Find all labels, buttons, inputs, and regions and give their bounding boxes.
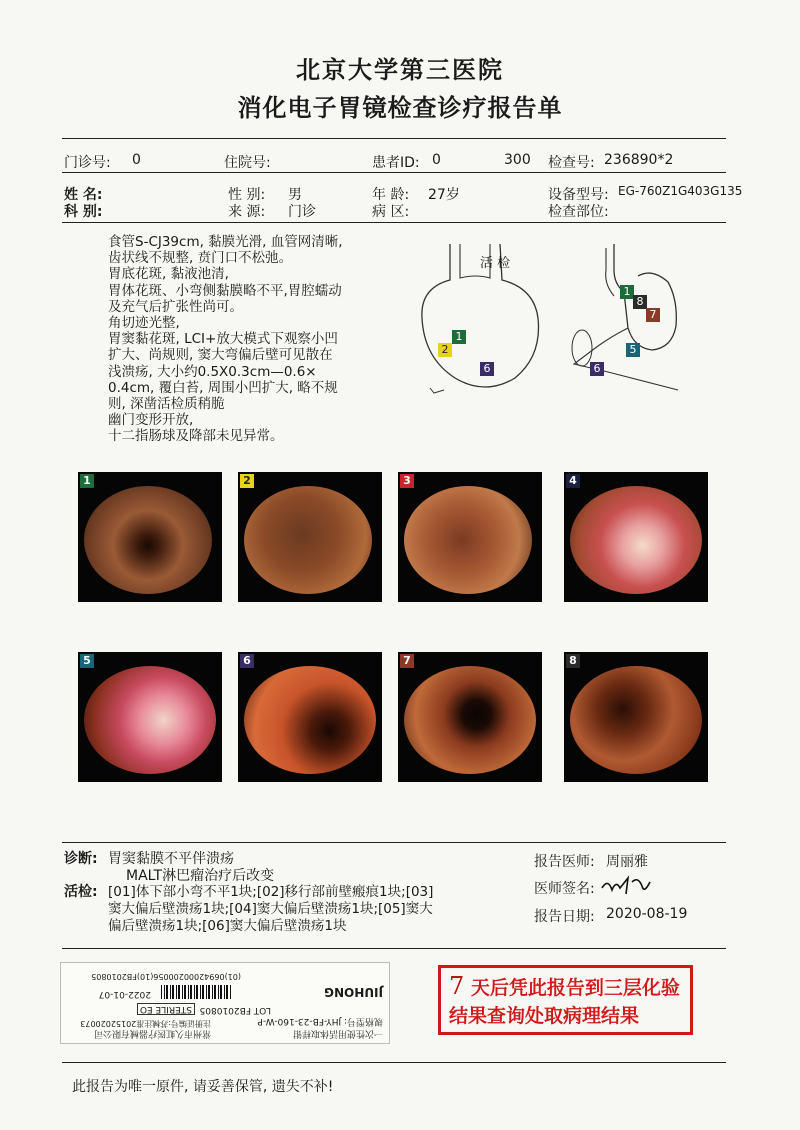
image-number-badge: 3 bbox=[400, 474, 414, 488]
diagram-mark: 8 bbox=[633, 295, 647, 309]
stomach-diagram-side bbox=[568, 240, 688, 400]
diagnosis-line1: 胃窦黏膜不平伴溃疡 bbox=[108, 851, 234, 867]
endoscopy-image bbox=[238, 652, 382, 782]
biopsy-forceps-label bbox=[60, 962, 390, 1044]
exam-no-value: 236890*2 bbox=[604, 152, 674, 168]
outpatient-value: 0 bbox=[132, 152, 141, 168]
divider bbox=[62, 1062, 726, 1063]
source-label: 来 源: bbox=[228, 204, 266, 220]
image-number-badge: 1 bbox=[80, 474, 94, 488]
device-label: 设备型号: bbox=[548, 187, 609, 203]
sticker-brand: JIUHONG bbox=[324, 985, 383, 999]
sticker-product: 一次性使用活体取样钳 bbox=[292, 1028, 383, 1038]
endoscopy-image bbox=[564, 472, 708, 602]
diagram-mark: 1 bbox=[620, 285, 634, 299]
sex-label: 性 别: bbox=[228, 187, 266, 203]
biopsy-diagram-label: 活 检 bbox=[480, 256, 511, 271]
sticker-lot-label: LOT bbox=[253, 1005, 271, 1015]
diagram-mark: 2 bbox=[438, 343, 452, 357]
hospital-name: 北京大学第三医院 bbox=[296, 56, 504, 84]
date-label: 报告日期: bbox=[534, 909, 595, 925]
doctor-label: 报告医师: bbox=[534, 854, 595, 870]
doctor-value: 周丽雅 bbox=[606, 854, 648, 870]
date-value: 2020-08-19 bbox=[606, 906, 688, 922]
divider bbox=[62, 172, 726, 173]
endoscopy-image bbox=[564, 652, 708, 782]
diagnosis-label: 诊断: bbox=[64, 851, 98, 867]
sticker-sterile: STERILE EO bbox=[137, 1003, 195, 1015]
outpatient-label: 门诊号: bbox=[64, 155, 111, 171]
sticker-maker: 常州市久虹医疗器械有限公司 bbox=[93, 1028, 211, 1038]
biopsy-label: 活检: bbox=[64, 884, 98, 900]
exam-no-label: 检查号: bbox=[548, 155, 595, 171]
image-number-badge: 4 bbox=[566, 474, 580, 488]
diagram-mark: 6 bbox=[480, 362, 494, 376]
notice-text: 天后凭此报告到三层化验结果查询处取病理结果 bbox=[449, 977, 680, 1027]
biopsy-text: [01]体下部小弯不平1块;[02]移行部前壁瘢痕1块;[03] 窦大偏后壁溃疡1块;[04]窦大偏后壁溃疡1块;[05]窦大 偏后壁溃疡1块;[06]窦大偏后壁溃疡1块 bbox=[108, 884, 434, 934]
patient-id-extra: 300 bbox=[504, 152, 531, 168]
diagnosis-line2: MALT淋巴瘤治疗后改变 bbox=[126, 868, 275, 884]
age-value: 27岁 bbox=[428, 187, 460, 203]
sticker-barcode-text: (01)06942000200056(10)FB2010805 bbox=[91, 972, 241, 981]
diagram-mark: 7 bbox=[646, 308, 660, 322]
image-number-badge: 6 bbox=[240, 654, 254, 668]
image-number-badge: 2 bbox=[240, 474, 254, 488]
notice-handwritten-number: 7 bbox=[449, 972, 465, 1000]
image-number-badge: 8 bbox=[566, 654, 580, 668]
divider bbox=[62, 842, 726, 843]
sticker-reg: 注册证编号:苏械注准20152020073 bbox=[80, 1019, 211, 1028]
sticker-lot-value: FB2010805 bbox=[199, 1005, 251, 1015]
inpatient-label: 住院号: bbox=[224, 155, 271, 171]
diagram-mark: 6 bbox=[590, 362, 604, 376]
diagram-mark: 1 bbox=[452, 330, 466, 344]
device-value: EG-760Z1G403G135 bbox=[618, 184, 743, 198]
doctor-signature bbox=[598, 872, 658, 898]
endoscopy-image bbox=[398, 472, 542, 602]
patient-id-label: 患者ID: bbox=[372, 155, 420, 171]
patient-id-value: 0 bbox=[432, 152, 441, 168]
footer-note: 此报告为唯一原件, 请妥善保管, 遗失不补! bbox=[72, 1079, 334, 1095]
barcode bbox=[161, 985, 231, 999]
endoscopy-image bbox=[238, 472, 382, 602]
endoscopy-image bbox=[78, 652, 222, 782]
image-number-badge: 5 bbox=[80, 654, 94, 668]
divider bbox=[62, 948, 726, 949]
endoscopy-image bbox=[398, 652, 542, 782]
sign-label: 医师签名: bbox=[534, 881, 595, 897]
divider bbox=[62, 222, 726, 223]
diagram-mark: 5 bbox=[626, 343, 640, 357]
report-title: 消化电子胃镜检查诊疗报告单 bbox=[237, 94, 563, 122]
endoscopy-image bbox=[78, 472, 222, 602]
source-value: 门诊 bbox=[288, 204, 316, 220]
age-label: 年 龄: bbox=[372, 187, 410, 203]
sticker-model: 规格型号: JHY-FB-23-160-W-P bbox=[257, 1016, 383, 1026]
sticker-date: 2022-01-07 bbox=[98, 989, 151, 999]
pathology-notice-stamp bbox=[438, 965, 693, 1035]
divider bbox=[62, 138, 726, 139]
site-label: 检查部位: bbox=[548, 204, 609, 220]
image-number-badge: 7 bbox=[400, 654, 414, 668]
ward-label: 病 区: bbox=[372, 204, 410, 220]
name-label: 姓 名: bbox=[64, 187, 103, 203]
findings-text: 食管S-CJ39cm, 黏膜光滑, 血管网清晰, 齿状线不规整, 贲门口不松弛。 胃底花斑, 黏液池清, 胃体花斑、小弯侧黏膜略不平,胃腔蠕动 及充气后扩张性尚可。 角切迹光整, 胃窦黏花斑, LCI+放大模式下观察小凹 扩大、尚规则, 窦大弯偏后壁可见散在 浅溃疡, 大小约0.5X0.3cm—0.6× 0.4cm, 覆白苔, 周围小凹扩大, 略不规 则, 深凿活检质稍脆 幽门变形开放, 十二指肠球及降部未见异常。 bbox=[108, 234, 343, 445]
sex-value: 男 bbox=[288, 187, 302, 203]
dept-label: 科 别: bbox=[64, 204, 103, 220]
